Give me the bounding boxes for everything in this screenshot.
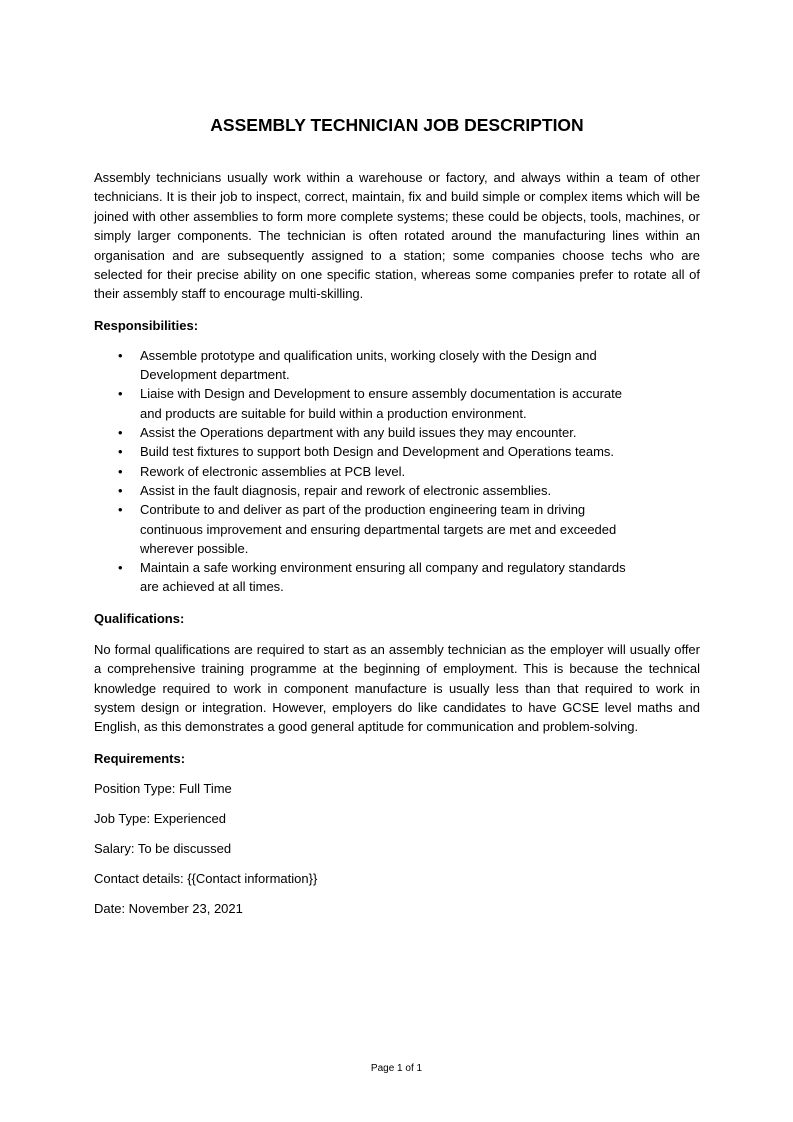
page-footer: Page 1 of 1: [370, 1063, 423, 1074]
bullet-icon: •: [118, 482, 123, 498]
list-item: [94, 481, 628, 500]
qualifications-heading: Qualifications:: [94, 610, 185, 626]
bullet-icon: •: [118, 444, 123, 460]
list-item: [94, 462, 628, 481]
list-item-text: Assist in the fault diagnosis, repair and rework of electronic assemblies.: [140, 482, 552, 498]
document-content: [94, 114, 700, 918]
intro-paragraph: Assembly technicians usually work within a warehouse or factory, and always within a team of other technicians. It is their job to inspect, correct, maintain, fix and build simple or complex items which will be joined with other assemblies to form more complete systems; these could be objects, tools, machines, or simply larger components. The technician is often rotated around the manufacturing lines within an organisation and are subsequently assigned to a station; some companies choose techs who are selected for their precise ability on one specific station, whereas some companies prefer to rotate all of their assembly staff to encourage multi-skilling.: [94, 170, 700, 302]
list-item-text: Liaise with Design and Development to ensure assembly documentation is accurate and products are suitable for build within a production environment.: [140, 386, 622, 421]
list-item: [94, 442, 628, 461]
bullet-icon: •: [118, 425, 123, 441]
qualifications-paragraph: No formal qualifications are required to start as an assembly technician as the employer will usually offer a comprehensive training programme at the beginning of employment. This is because the technical knowledge required to work in component manufacture is usually less than that required to work in system design or integration. However, employers do like candidates to have GCSE level maths and English, as this demonstrates a good general aptitude for communication and problem-solving.: [94, 641, 700, 735]
list-item-text: Assemble prototype and qualification units, working closely with the Design and Development department.: [140, 347, 597, 383]
responsibilities-heading: Responsibilities:: [94, 317, 199, 333]
date: Date: November 23, 2021: [94, 900, 243, 916]
document-title: ASSEMBLY TECHNICIAN JOB DESCRIPTION: [210, 115, 584, 135]
bullet-icon: •: [118, 347, 123, 363]
list-item-text: Maintain a safe working environment ensuring all company and regulatory standards are achieved at all times.: [140, 560, 626, 595]
list-item: [94, 500, 628, 558]
list-item-text: Rework of electronic assemblies at PCB level.: [140, 463, 406, 479]
list-item: [94, 384, 628, 423]
bullet-icon: •: [118, 560, 123, 576]
bullet-icon: •: [118, 386, 123, 402]
list-item-text: Contribute to and deliver as part of the production engineering team in driving continuous improvement and ensuring departmental targets are met and exceeded wherever possible.: [140, 502, 617, 556]
list-item-text: Build test fixtures to support both Design and Development and Operations teams.: [140, 444, 615, 460]
list-item: [94, 423, 628, 442]
list-item: [94, 346, 628, 385]
requirements-heading: Requirements:: [94, 750, 186, 766]
position-type: Position Type: Full Time: [94, 780, 232, 796]
list-item-text: Assist the Operations department with any build issues they may encounter.: [140, 425, 577, 441]
job-type: Job Type: Experienced: [94, 810, 227, 826]
salary: Salary: To be discussed: [94, 840, 232, 856]
bullet-icon: •: [118, 502, 123, 518]
responsibilities-list: [94, 346, 700, 597]
list-item: [94, 558, 628, 597]
bullet-icon: •: [118, 463, 123, 479]
contact-details: Contact details: {{Contact information}}: [94, 870, 318, 886]
